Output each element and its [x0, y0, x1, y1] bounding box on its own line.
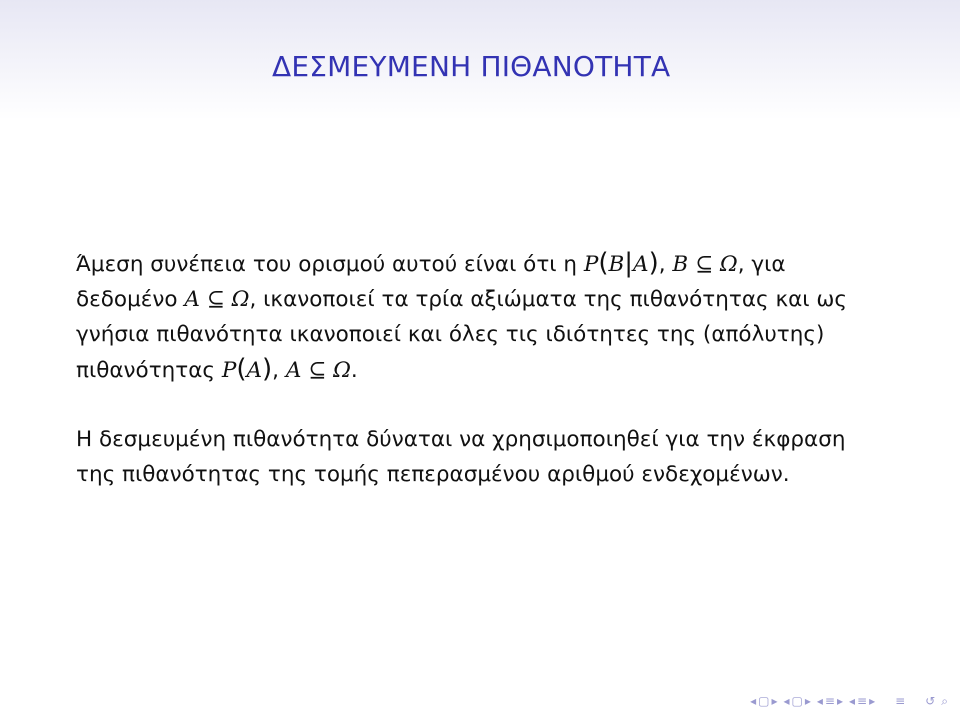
- math-P: P: [221, 358, 237, 383]
- paragraph-1-line-3: γνήσια πιθανότητα ικανοποιεί και όλες τις ιδιότητες της (απόλυτης): [76, 322, 825, 347]
- math-subseteq: ⊆: [308, 358, 327, 383]
- math-A: A: [633, 252, 649, 277]
- nav-right-arrow-icon[interactable]: ▸: [869, 694, 876, 708]
- nav-section-group[interactable]: [817, 694, 843, 708]
- paragraph-2-line-2: της πιθανότητας της τομής πεπερασμένου αριθμού ενδεχομένων.: [76, 462, 790, 487]
- nav-frame-group[interactable]: [750, 694, 777, 708]
- paragraph-1: [76, 246, 884, 388]
- text-run: , για: [737, 252, 786, 277]
- nav-left-arrow-icon[interactable]: ◂: [783, 694, 790, 708]
- math-omega: Ω: [719, 252, 738, 277]
- math-subseteq: ⊆: [206, 287, 225, 312]
- paragraph-2: [76, 422, 884, 492]
- math-omega: Ω: [333, 358, 351, 383]
- math-bar: |: [624, 248, 634, 278]
- math-P: P: [583, 252, 599, 277]
- math-period: .: [350, 358, 358, 383]
- nav-document-group[interactable]: [849, 694, 875, 708]
- paragraph-1-line-4: [76, 352, 884, 388]
- nav-left-arrow-icon[interactable]: ◂: [849, 694, 856, 708]
- text-run: δεδομένο: [76, 287, 185, 312]
- nav-subsection-group[interactable]: [783, 694, 810, 708]
- search-icon[interactable]: ⌕: [941, 693, 948, 708]
- paragraph-1-line-2: [76, 282, 884, 317]
- math-lparen: (: [236, 354, 247, 384]
- text-run: Άμεση συνέπεια του ορισμού αυτού είναι ότι η: [76, 252, 584, 277]
- frame-icon[interactable]: ▢: [758, 694, 770, 708]
- paragraph-2-line-1: Η δεσμευμένη πιθανότητα δύναται να χρησιμοποιηθεί για την έκφραση: [76, 427, 846, 452]
- math-rparen: ): [262, 354, 273, 384]
- nav-left-arrow-icon[interactable]: ◂: [750, 694, 757, 708]
- appendix-icon[interactable]: ≡: [895, 694, 906, 708]
- back-icon[interactable]: ↺: [925, 694, 936, 708]
- math-A: A: [285, 358, 302, 383]
- math-A: A: [246, 358, 263, 383]
- section-icon[interactable]: ≡: [824, 694, 835, 708]
- paragraph-1-line-1: [76, 246, 884, 282]
- math-comma: ,: [658, 252, 673, 277]
- text-run: , ικανοποιεί τα τρία αξιώματα της πιθανότητας και ως: [249, 287, 848, 312]
- math-lparen: (: [598, 248, 609, 278]
- math-B: B: [608, 252, 625, 277]
- nav-right-arrow-icon[interactable]: ▸: [771, 694, 778, 708]
- math-B: B: [672, 252, 689, 277]
- math-A: A: [184, 287, 200, 312]
- nav-left-arrow-icon[interactable]: ◂: [816, 694, 823, 708]
- subsection-icon[interactable]: ▢: [791, 694, 803, 708]
- nav-right-arrow-icon[interactable]: ▸: [836, 694, 844, 708]
- math-omega: Ω: [231, 287, 250, 312]
- text-run: πιθανότητας: [76, 358, 222, 383]
- math-rparen: ): [648, 248, 659, 278]
- nav-right-arrow-icon[interactable]: ▸: [804, 694, 811, 708]
- document-icon[interactable]: ≡: [857, 694, 868, 708]
- slide-title: ΔΕΣΜΕΥΜΕΝΗ ΠΙΘΑΝΟΤΗΤΑ: [272, 50, 671, 83]
- math-subseteq: ⊆: [695, 252, 714, 277]
- beamer-navigation: [750, 692, 948, 710]
- math-comma: ,: [272, 358, 286, 383]
